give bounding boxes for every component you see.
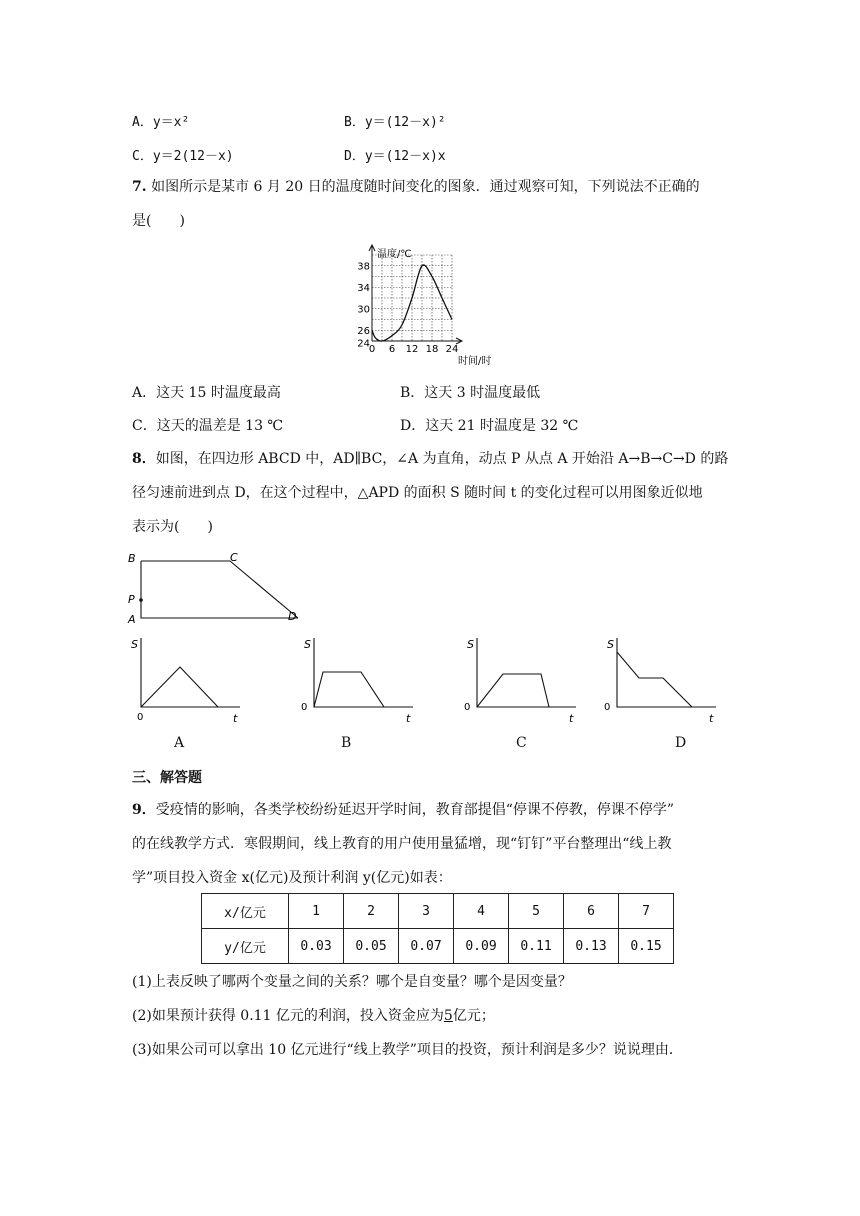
choice-label-a: A [174,735,185,751]
q7-option-b: B．这天 3 时温度最低 [400,385,541,401]
table-cell: 0.05 [344,929,399,964]
q7-option-a: A．这天 15 时温度最高 [132,385,281,401]
table-cell: 5 [509,894,564,929]
origin: 0 [604,702,611,713]
q6-option-c: C．y＝2(12－x) [132,149,234,164]
q9-number: 9． [132,802,156,818]
axes [141,638,240,707]
axis-t: t [233,712,238,724]
origin: 0 [137,712,144,723]
chart-ytick-labels [357,261,370,349]
q6-option-b: B．y＝(12－x)² [344,115,446,130]
label-a: A [128,613,136,626]
origin: 0 [301,702,308,713]
choice-graph-b [298,632,418,724]
point-p [139,598,143,602]
y-tick-label: 38 [357,261,370,273]
trapezoid-top-right [141,561,298,618]
q9-stem-line3: 学”项目投入资金 x(亿元)及预计利润 y(亿元)如表： [132,870,452,886]
temperature-chart [355,240,505,370]
q9-data-table [201,893,674,964]
q9-stem-line1 [132,800,674,820]
x-tick-label: 0 [368,344,376,355]
section-3-title: 三、解答题 [132,770,202,786]
table-row [202,929,674,964]
table-cell: 0.09 [454,929,509,964]
x-tick-label: 18 [425,344,439,355]
graph-line [314,672,384,707]
q7-number: 7. [132,179,147,195]
x-tick-label: 12 [405,344,419,355]
q9-sub2-text: (2)如果预计获得 0.11 亿元的利润，投入资金应为 [132,1008,444,1024]
trapezoid-left-bottom [141,561,298,618]
trapezoid-figure [122,548,312,628]
q7-option-c: C．这天的温差是 13 ℃ [132,418,284,434]
q9-sub1: (1)上表反映了哪两个变量之间的关系？哪个是自变量？哪个是因变量？ [132,974,572,990]
chart-ylabel: 温度/℃ [377,249,412,260]
q9-sub2-unit: 亿元； [452,1008,495,1024]
choice-label-b: B [341,735,352,751]
chart-xlabel: 时间/时 [458,356,492,367]
table-cell: 6 [564,894,619,929]
q8-stem-line3: 表示为( ) [132,519,213,535]
table-cell: 0.15 [619,929,674,964]
choice-graph-c [461,632,581,724]
choice-graph-a [125,632,245,724]
origin: 0 [464,702,471,713]
chart-xtick-labels [369,344,459,355]
y-tick-label: 24 [357,338,370,350]
label-c: C [230,551,238,564]
q7-stem-line1 [132,177,700,197]
x-tick-label: 24 [445,344,459,355]
q7-option-d: D．这天 21 时温度是 32 ℃ [400,418,579,434]
q8-number: 8． [132,451,156,467]
table-cell: 2 [344,894,399,929]
graph-line [617,652,692,707]
table-header-x: x/亿元 [202,894,289,929]
table-cell: 1 [289,894,344,929]
x-tick-label: 6 [388,344,396,355]
axes [477,638,576,707]
q7-text-1: 如图所示是某市 6 月 20 日的温度随时间变化的图象．通过观察可知，下列说法不正确的 [151,179,700,195]
q7-stem-line2: 是( ) [132,213,185,229]
axes [617,638,716,707]
choice-graph-d [601,632,721,724]
axis-s: S [304,638,311,651]
q9-sub3: (3)如果公司可以拿出 10 亿元进行“线上教学”项目的投资，预计利润是多少？说说理由． [132,1042,683,1058]
table-cell: 7 [619,894,674,929]
axis-s: S [131,638,138,651]
y-tick-label: 34 [357,282,370,294]
axis-s: S [467,638,474,651]
graph-line [477,674,549,707]
y-tick-label: 30 [357,304,370,316]
label-d: D [288,610,297,623]
label-p: P [128,593,135,606]
q8-stem-line1 [132,449,728,469]
axis-t: t [406,712,411,724]
table-row [202,894,674,929]
table-cell: 0.13 [564,929,619,964]
table-cell: 0.07 [399,929,454,964]
axis-s: S [607,638,614,651]
axis-t: t [709,712,714,724]
q6-option-a: A．y＝x² [132,115,190,130]
axis-t: t [569,712,574,724]
q8-text-1: 如图，在四边形 ABCD 中，AD∥BC，∠A 为直角，动点 P 从点 A 开始沿 A→B→C→D 的路 [155,451,729,467]
y-tick-label: 26 [357,325,370,337]
table-cell: 4 [454,894,509,929]
q9-sub2-answer: 5 [443,1008,453,1024]
table-cell: 3 [399,894,454,929]
q9-text-1: 受疫情的影响，各类学校纷纷延迟开学时间，教育部提倡“停课不停教，停课不停学” [155,802,675,818]
q9-sub2 [132,1006,495,1026]
q8-stem-line2: 径匀速前进到点 D，在这个过程中，△APD 的面积 S 随时间 t 的变化过程可以用图象近似地 [132,485,703,501]
q6-option-d: D．y＝(12－x)x [344,149,446,164]
choice-label-c: C [516,735,527,751]
table-cell: 0.03 [289,929,344,964]
q9-stem-line2: 的在线教学方式．寒假期间，线上教育的用户使用量猛增，现“钉钉”平台整理出“线上教 [132,836,672,852]
table-header-y: y/亿元 [202,929,289,964]
label-b: B [128,552,136,565]
choice-label-d: D [675,735,687,751]
graph-line [141,667,218,707]
table-cell: 0.11 [509,929,564,964]
